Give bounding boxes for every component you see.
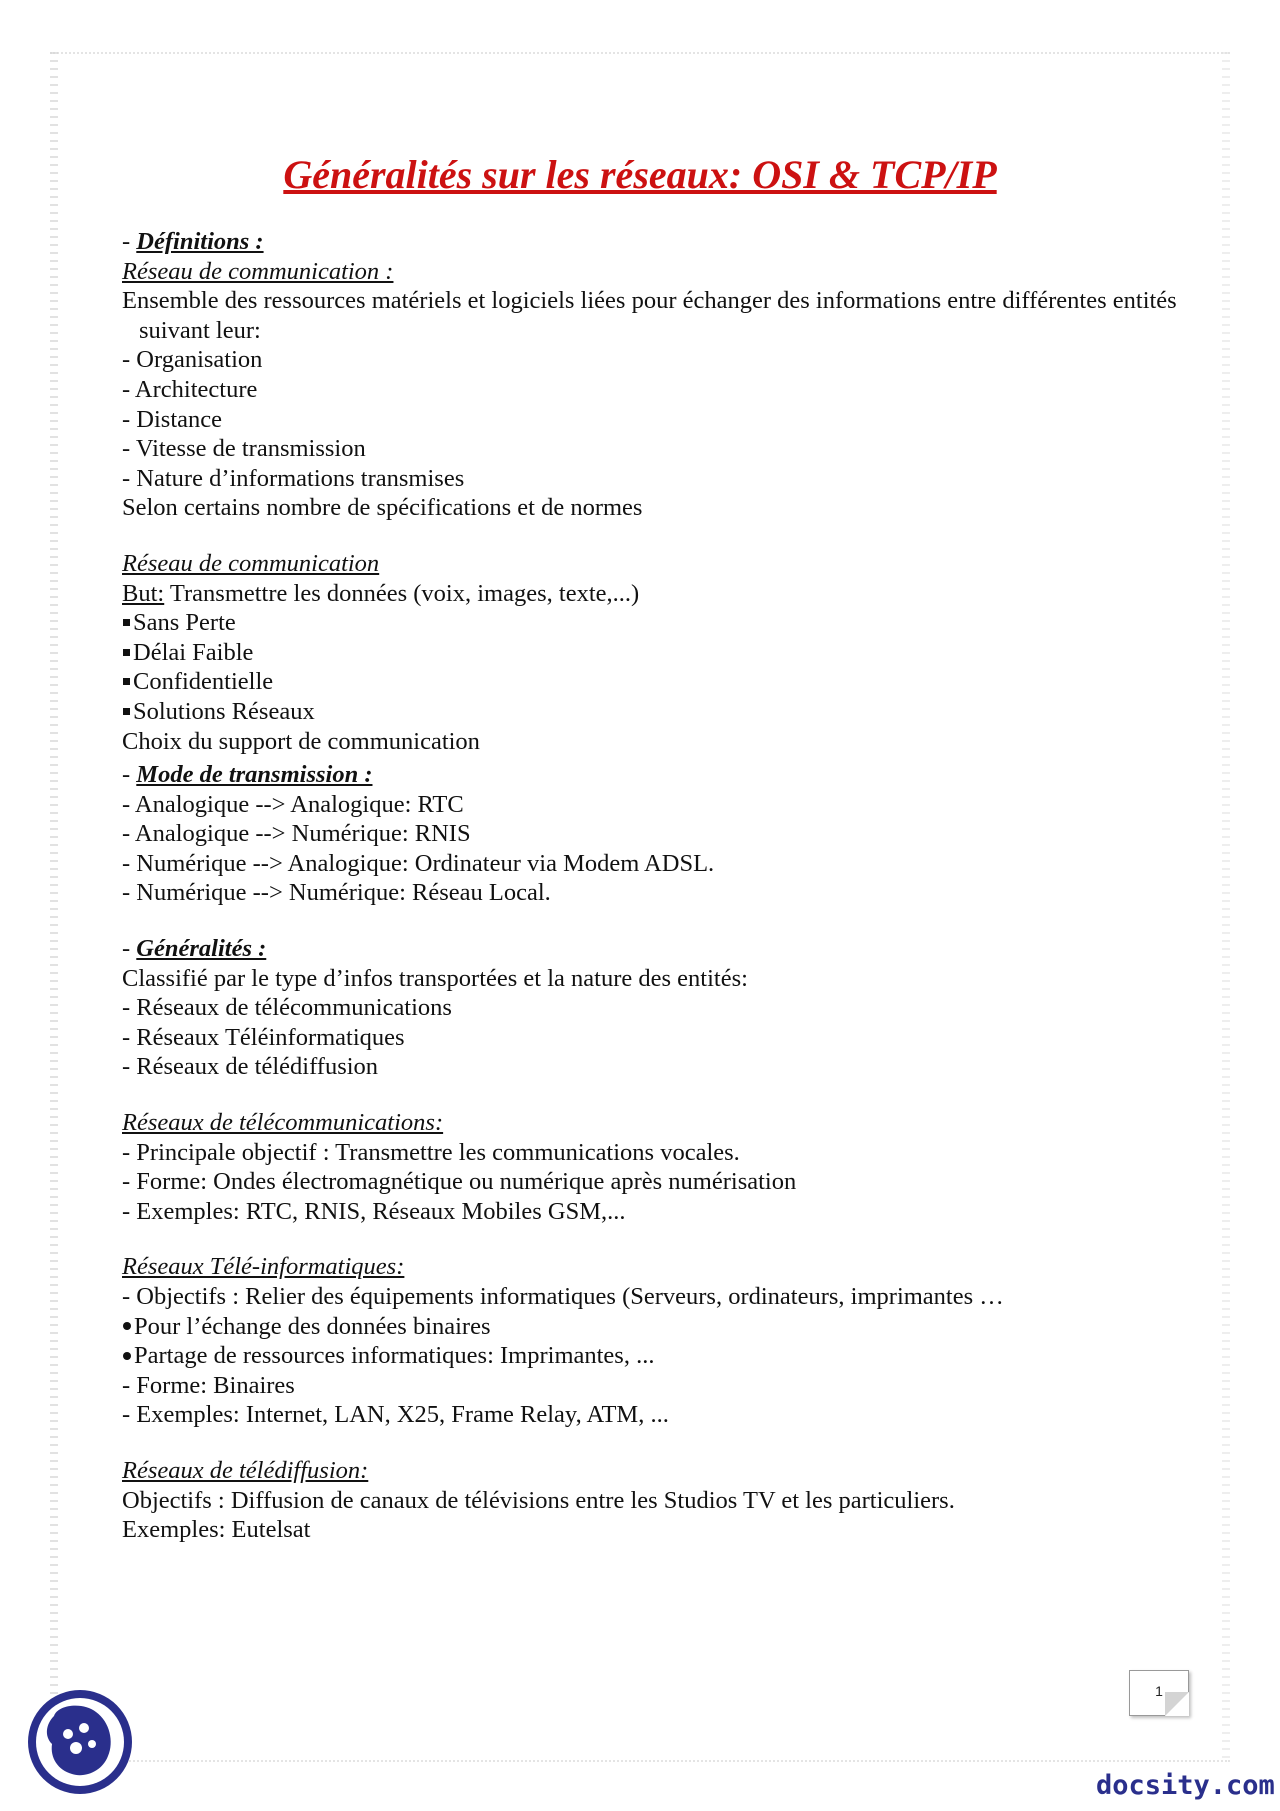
list-item: - Analogique --> Analogique: RTC bbox=[122, 790, 464, 818]
round-bullet-icon bbox=[123, 1322, 131, 1330]
generalites-heading-line bbox=[122, 934, 1242, 964]
list-item: - Forme: Ondes électromagnétique ou numérique après numérisation bbox=[122, 1168, 797, 1196]
list-item: - Analogique --> Numérique: RNIS bbox=[122, 820, 471, 848]
telediff-objectifs: Objectifs : Diffusion de canaux de télévisions entre les Studios TV et les particuliers. bbox=[122, 1486, 955, 1514]
definition-intro: Ensemble des ressources matériels et logiciels liées pour échanger des informations entre différentes entités bbox=[122, 287, 1177, 315]
square-bullet-icon bbox=[123, 708, 130, 715]
list-item: - Principale objectif : Transmettre les communications vocales. bbox=[122, 1138, 740, 1166]
list-item: - Réseaux de télécommunications bbox=[122, 994, 452, 1022]
definitions-heading-line bbox=[122, 227, 1242, 257]
dash: - bbox=[122, 761, 137, 789]
list-item: - Distance bbox=[122, 405, 222, 433]
docsity-brand[interactable]: docsity.com bbox=[1096, 1770, 1275, 1801]
list-item: - Exemples: RTC, RNIS, Réseaux Mobiles GSM,... bbox=[122, 1197, 626, 1225]
dash: - bbox=[122, 228, 137, 255]
round-bullet-icon bbox=[123, 1352, 131, 1360]
definition-outro: Selon certains nombre de spécifications et de normes bbox=[122, 494, 643, 522]
bullet-item: Partage de ressources informatiques: Imprimantes, ... bbox=[122, 1341, 1242, 1371]
telediff-exemples: Exemples: Eutelsat bbox=[122, 1516, 311, 1544]
reseau-communication-heading: Réseau de communication bbox=[122, 549, 380, 577]
docsity-logo-icon bbox=[24, 1686, 136, 1798]
reseau-communication-subheading: Réseau de communication : bbox=[122, 257, 394, 285]
square-bullet-icon bbox=[123, 678, 130, 685]
list-item: - Numérique --> Numérique: Réseau Local. bbox=[122, 879, 551, 907]
left-margin-ruler bbox=[50, 52, 58, 1762]
list-item: - Forme: Binaires bbox=[122, 1371, 295, 1399]
but-label: But: bbox=[122, 579, 165, 607]
square-bullet-icon bbox=[123, 619, 130, 626]
mode-heading-line bbox=[122, 760, 1242, 790]
telediff-heading: Réseaux de télédiffusion: bbox=[122, 1456, 369, 1484]
bullet-item: Confidentielle bbox=[122, 667, 1242, 697]
definitions-heading: Définitions : bbox=[136, 228, 264, 255]
but-text: Transmettre les données (voix, images, texte,...) bbox=[164, 579, 640, 607]
generalites-heading: Généralités : bbox=[136, 935, 267, 963]
document-body bbox=[122, 227, 1242, 1545]
teleinfo-heading: Réseaux Télé-informatiques: bbox=[122, 1253, 405, 1281]
definition-intro-continued: suivant leur: bbox=[139, 316, 261, 344]
square-bullet-icon bbox=[123, 649, 130, 656]
choix-support: Choix du support de communication bbox=[122, 727, 480, 755]
list-item: - Exemples: Internet, LAN, X25, Frame Relay, ATM, ... bbox=[122, 1401, 669, 1429]
telecom-heading: Réseaux de télécommunications: bbox=[122, 1109, 444, 1137]
mode-heading: Mode de transmission : bbox=[136, 761, 373, 789]
dash: - bbox=[122, 935, 137, 963]
list-item: - Nature d’informations transmises bbox=[122, 464, 465, 492]
page-number: 1 bbox=[1155, 1683, 1163, 1699]
bullet-item: Pour l’échange des données binaires bbox=[122, 1312, 1242, 1342]
list-item: - Réseaux Téléinformatiques bbox=[122, 1023, 405, 1051]
generalites-intro: Classifié par le type d’infos transportées et la nature des entités: bbox=[122, 964, 748, 992]
document-title: Généralités sur les réseaux: OSI & TCP/IP bbox=[283, 152, 997, 197]
but-line bbox=[122, 579, 1242, 609]
bullet-item: Sans Perte bbox=[122, 608, 1242, 638]
list-item: - Numérique --> Analogique: Ordinateur via Modem ADSL. bbox=[122, 849, 715, 877]
bullet-item: Solutions Réseaux bbox=[122, 697, 1242, 727]
list-item: - Architecture bbox=[122, 375, 258, 403]
bullet-item: Délai Faible bbox=[122, 638, 1242, 668]
list-item: - Vitesse de transmission bbox=[122, 435, 366, 463]
teleinfo-objectifs: - Objectifs : Relier des équipements informatiques (Serveurs, ordinateurs, imprimantes … bbox=[122, 1283, 1004, 1310]
list-item: - Réseaux de télédiffusion bbox=[122, 1053, 379, 1081]
list-item: - Organisation bbox=[122, 346, 263, 374]
page-number-badge bbox=[1129, 1670, 1189, 1716]
